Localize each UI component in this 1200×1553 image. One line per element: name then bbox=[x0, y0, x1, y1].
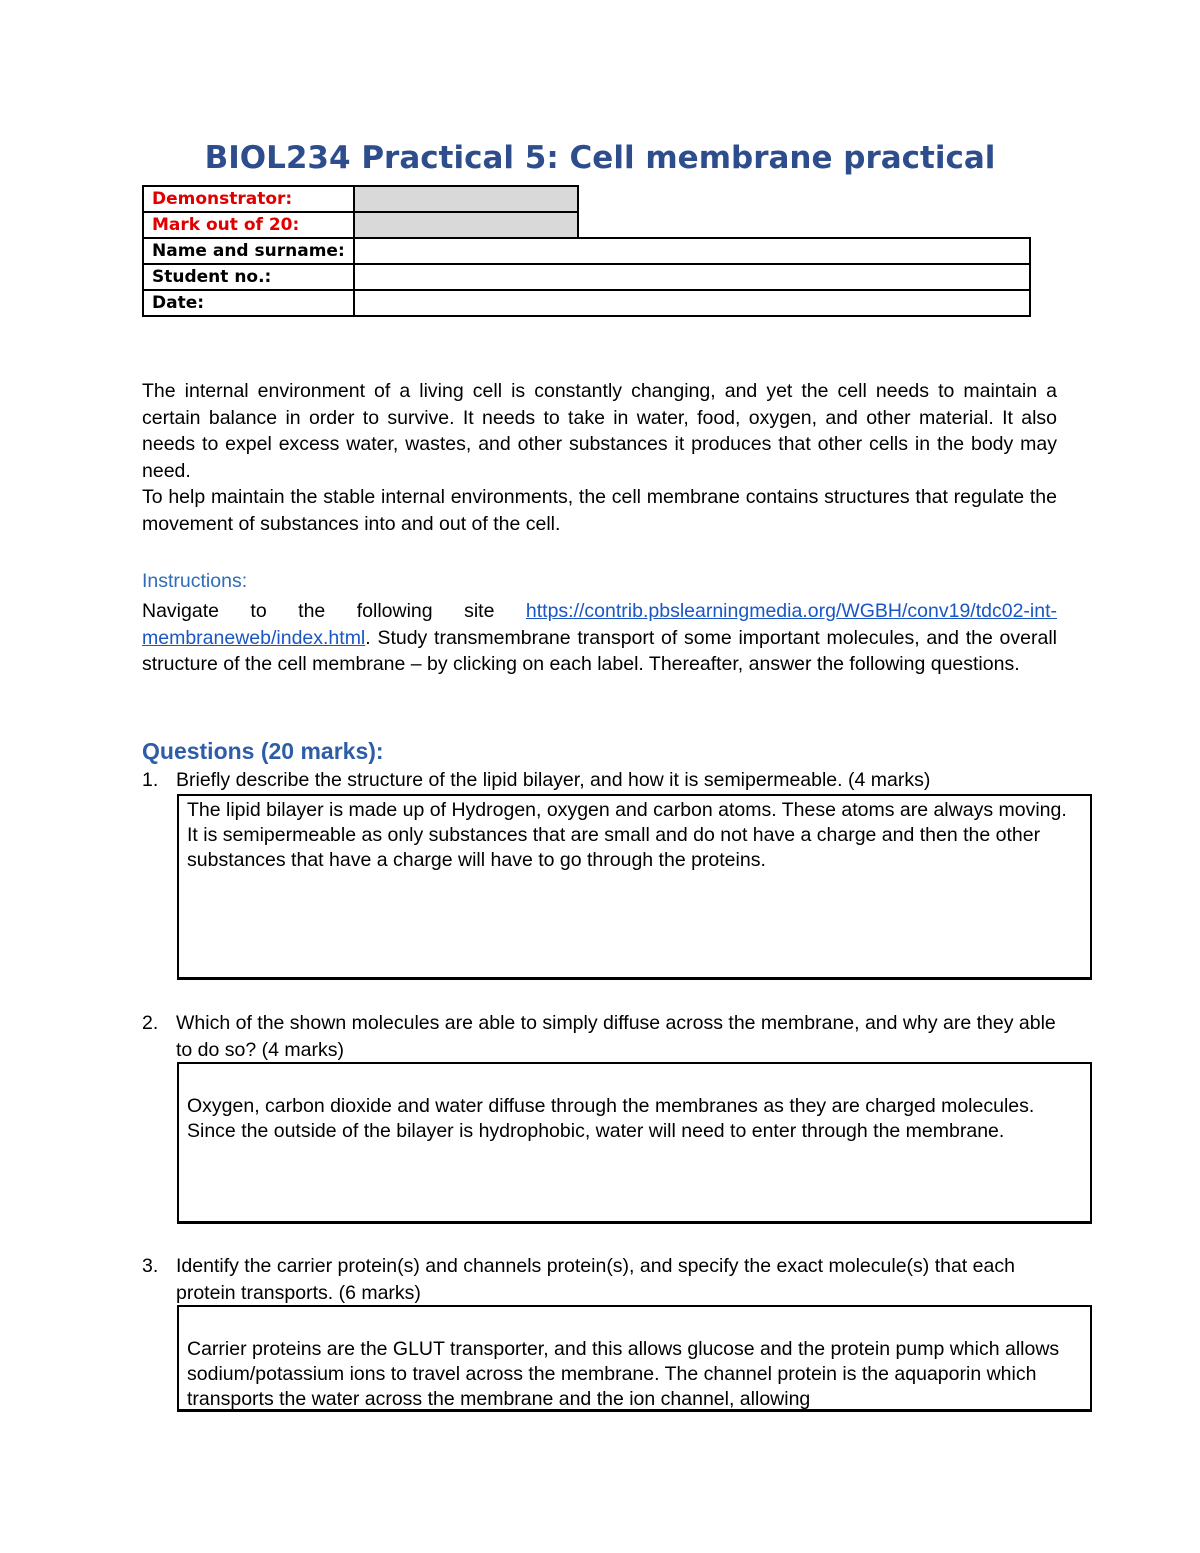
mark-row bbox=[143, 212, 1030, 238]
name-label: Name and surname: bbox=[143, 238, 354, 264]
question-text: Which of the shown molecules are able to simply diffuse across the membrane, and why are they able to do so? (4 marks) bbox=[176, 1012, 1056, 1061]
demonstrator-field[interactable] bbox=[354, 186, 578, 212]
question-text: Briefly describe the structure of the lipid bilayer, and how it is semipermeable. (4 marks) bbox=[176, 769, 931, 791]
date-label: Date: bbox=[143, 290, 354, 316]
question-number: 1. bbox=[142, 769, 159, 791]
student-info-table bbox=[142, 185, 1031, 317]
question-3 bbox=[142, 1253, 1072, 1306]
intro-paragraph-2: To help maintain the stable internal environments, the cell membrane contains structures that regulate the movement of substances into and out of the cell. bbox=[142, 486, 1057, 535]
question-2 bbox=[142, 1010, 1072, 1063]
document-title: BIOL234 Practical 5: Cell membrane practical bbox=[204, 140, 996, 176]
instructions-text-before: Navigate to the following site bbox=[142, 600, 526, 622]
instructions-text-after: . Study transmembrane transport of some important molecules, and the overall structure of the cell membrane – by clicking on each label. Thereafter, answer the following questions. bbox=[142, 626, 1057, 675]
questions-heading: Questions (20 marks): bbox=[142, 738, 384, 764]
mark-field[interactable] bbox=[354, 212, 578, 238]
name-row bbox=[143, 238, 1030, 264]
name-field[interactable] bbox=[354, 238, 1030, 264]
membrane-site-link[interactable]: https://contrib.pbslearningmedia.org/WGBH/conv19/tdc02-int-membraneweb/index.html bbox=[142, 600, 1057, 649]
instructions-paragraph bbox=[142, 598, 1057, 678]
student-no-row bbox=[143, 264, 1030, 290]
answer-box-2[interactable] bbox=[177, 1062, 1092, 1224]
date-row bbox=[143, 290, 1030, 316]
question-1 bbox=[142, 767, 1072, 794]
question-number: 3. bbox=[142, 1255, 159, 1277]
instructions-heading: Instructions: bbox=[142, 570, 248, 592]
answer-box-3[interactable] bbox=[177, 1305, 1092, 1412]
answer-text: Carrier proteins are the GLUT transporter, and this allows glucose and the protein pump which allows sodium/potassium ions to travel across the membrane. The channel protein is the aquaporin which transports the water across the membrane and the ion channel, allowing bbox=[187, 1338, 1060, 1410]
answer-box-1[interactable] bbox=[177, 794, 1092, 980]
answer-text: Oxygen, carbon dioxide and water diffuse through the membranes as they are charged molecules. Since the outside of the bilayer is hydrophobic, water will need to enter through the membrane. bbox=[187, 1095, 1035, 1142]
answer-text: The lipid bilayer is made up of Hydrogen, oxygen and carbon atoms. These atoms are always moving. It is semipermeable as only substances that are small and do not have a charge and then the other substances that have a charge will have to go through the proteins. bbox=[187, 799, 1067, 871]
mark-label: Mark out of 20: bbox=[143, 212, 354, 238]
date-field[interactable] bbox=[354, 290, 1030, 316]
demonstrator-label: Demonstrator: bbox=[143, 186, 354, 212]
student-no-field[interactable] bbox=[354, 264, 1030, 290]
demonstrator-row bbox=[143, 186, 1030, 212]
question-text: Identify the carrier protein(s) and channels protein(s), and specify the exact molecule(s) that each protein transports. (6 marks) bbox=[176, 1255, 1015, 1304]
question-number: 2. bbox=[142, 1012, 159, 1034]
student-no-label: Student no.: bbox=[143, 264, 354, 290]
intro-paragraph-1: The internal environment of a living cell is constantly changing, and yet the cell needs to maintain a certain balance in order to survive. It needs to take in water, food, oxygen, and other material. It also needs to expel excess water, wastes, and other substances it produces that other cells in the body may need. bbox=[142, 380, 1057, 482]
